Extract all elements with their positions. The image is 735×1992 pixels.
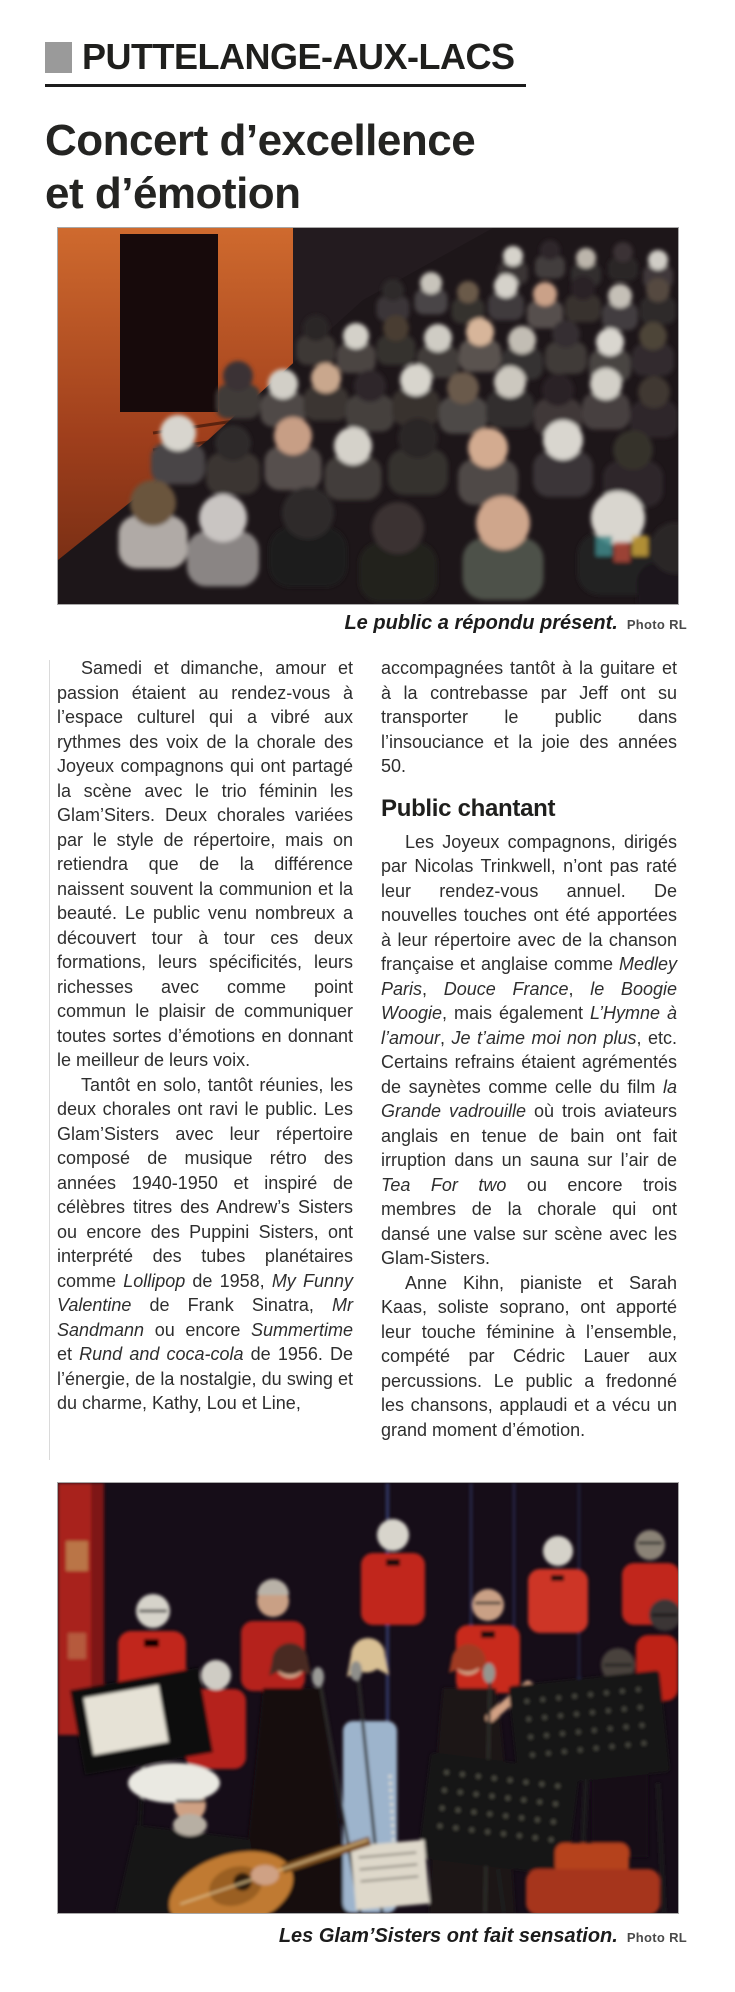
stage-photo bbox=[57, 1482, 679, 1914]
kicker-label: PUTTELANGE-AUX-LACS bbox=[82, 36, 515, 77]
photo-top-caption bbox=[344, 612, 687, 635]
article-paragraph: Samedi et dimanche, amour et passion étaient au rendez-vous à l’espace culturel qui a vibré aux rythmes des voix de la chorale des Joyeux compagnons qui ont partagé la scène avec le trio féminin les Glam’Siters. Deux chorales variées par le style de répertoire, mais on retiendra que de la différence naissent souvent la communion et la beauté. Le public venu nombreux a découvert tour à tour ces deux formations, leurs spécificités, leurs richesses avec comme point commun le plaisir de communiquer toutes sortes d’émotions en donnant le meilleur de leurs voix. bbox=[57, 658, 353, 1070]
photo-bottom-caption bbox=[279, 1925, 687, 1948]
article-body bbox=[57, 656, 677, 1442]
photo-credit: Photo RL bbox=[626, 1930, 687, 1945]
kicker-square-icon bbox=[45, 42, 72, 73]
left-margin-rule bbox=[49, 660, 50, 1460]
caption-text: Le public a répondu présent. bbox=[344, 612, 618, 634]
sheet-music bbox=[351, 1840, 430, 1910]
article-headline bbox=[45, 115, 475, 221]
stage-photo-graphic bbox=[58, 1483, 678, 1913]
section-kicker bbox=[45, 36, 526, 87]
audience-photo-graphic bbox=[58, 228, 678, 604]
caption-text: Les Glam’Sisters ont fait sensation. bbox=[278, 1925, 618, 1947]
audience-photo bbox=[57, 227, 679, 605]
dark-doorway bbox=[120, 234, 218, 412]
photo-credit: Photo RL bbox=[626, 617, 687, 632]
article-column-right bbox=[381, 656, 677, 1442]
headline-line1: Concert d’excellence bbox=[45, 116, 476, 166]
section-subhead: Public chantant bbox=[381, 794, 556, 822]
article-paragraph: accompagnées tantôt à la guitare et à la contrebasse par Jeff ont su transporter le public dans l’insouciance et la joie des années 50. bbox=[381, 658, 677, 776]
article-paragraph: Les Joyeux compagnons, dirigés par Nicolas Trinkwell, n’ont pas raté leur rendez-vous annuel. De nouvelles touches ont été apportées à leur répertoire avec de la chanson française et anglaise comme Medley Paris, Douce France, le Boogie Woogie, mais également L’Hymne à l’amour, Je t’aime moi non plus, etc. Certains refrains étaient agrémentés de saynètes comme celle du film la Grande vadrouille où trois aviateurs anglais en tenue de bain ont fait irruption dans un sauna sur l’air de Tea For two ou encore trois membres de la chorale qui ont dansé une valse sur scène avec les Glam-Sisters. bbox=[381, 831, 677, 1268]
article-column-left bbox=[57, 656, 353, 1442]
headline-line2: et d’émotion bbox=[45, 169, 301, 219]
article-paragraph: Tantôt en solo, tantôt réunies, les deux chorales ont ravi le public. Les Glam’Sisters avec leur répertoire composé de musique rétro des années 1940-1950 et inspiré de célèbres titres des Andrew’s Sisters ou encore des Puppini Sisters, ont interprété des tubes planétaires comme Lollipop de 1958, My Funny Valentine de Frank Sinatra, Mr Sandmann ou encore Summertime et Rund and coca-cola de 1956. De l’énergie, de la nostalgie, du swing et du charme, Kathy, Lou et Line, bbox=[57, 1074, 354, 1413]
article-paragraph: Anne Kihn, pianiste et Sarah Kaas, soliste soprano, ont apporté leur touche féminine à l’ensemble, compété par Cédric Lauer aux percussions. Le public a fredonné les chansons, applaudi et a vécu un grand moment d’émotion. bbox=[381, 1272, 677, 1440]
